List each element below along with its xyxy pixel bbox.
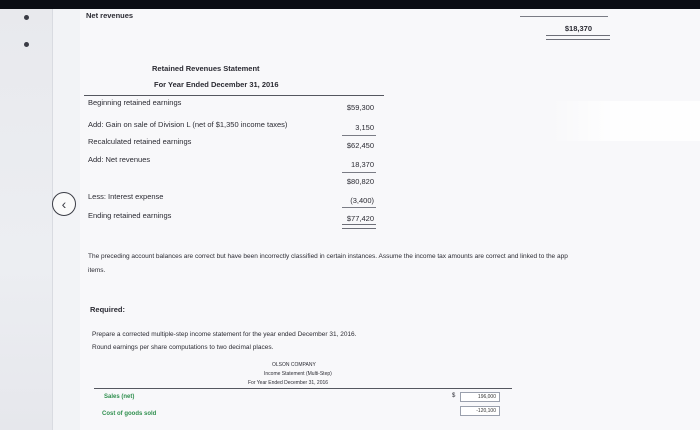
- instruction-text: Prepare a corrected multiple-step income statement for the year ended December 31, 2016.: [92, 331, 357, 338]
- main-content: [80, 9, 700, 430]
- note-text: items.: [88, 267, 106, 274]
- left-sidebar: [0, 9, 53, 430]
- screen-glare: [550, 101, 700, 141]
- statement-row-label: Ending retained earnings: [88, 211, 172, 220]
- income-statement-title: Income Statement (Multi-Step): [264, 371, 332, 377]
- total-double-underline: [342, 224, 376, 229]
- back-button[interactable]: [52, 192, 76, 216]
- net-revenues-label: Net revenues: [86, 11, 134, 20]
- nav-dot[interactable]: [24, 15, 29, 20]
- instruction-text: Round earnings per share computations to two decimal places.: [92, 344, 274, 351]
- statement-row-value: $77,420: [346, 214, 374, 223]
- income-statement-header-rule: [94, 388, 512, 389]
- statement-row-label: Recalculated retained earnings: [88, 137, 192, 146]
- chevron-left-icon: ‹: [61, 196, 67, 212]
- statement-row-label: Add: Net revenues: [88, 155, 151, 164]
- top-rule: [520, 16, 608, 17]
- income-statement-period: For Year Ended December 31, 2016: [248, 380, 329, 386]
- statement-subtitle: For Year Ended December 31, 2016: [154, 80, 279, 89]
- sales-net-label: Sales (net): [104, 394, 135, 400]
- subtotal-rule: [342, 172, 376, 173]
- statement-row-value: 3,150: [355, 123, 374, 132]
- cost-of-goods-sold-input[interactable]: -120,100: [460, 406, 500, 416]
- statement-row-value: (3,400): [350, 196, 374, 205]
- statement-title: Retained Revenues Statement: [152, 64, 260, 73]
- statement-row-value: $59,300: [346, 103, 374, 112]
- statement-row-label: Add: Gain on sale of Division L (net of $1,350 income taxes): [88, 120, 288, 129]
- nav-dot[interactable]: [24, 42, 29, 47]
- statement-row-label: Beginning retained earnings: [88, 98, 182, 107]
- statement-row-label: Less: Interest expense: [88, 192, 164, 201]
- top-bar: [0, 0, 700, 9]
- subtotal-rule: [342, 135, 376, 136]
- net-revenues-value: $18,370: [564, 24, 592, 33]
- currency-symbol: $: [452, 393, 456, 399]
- net-revenues-double-underline: [546, 35, 610, 40]
- statement-header-rule: [84, 95, 384, 96]
- cost-of-goods-sold-label: Cost of goods sold: [102, 411, 157, 417]
- statement-row-value: 18,370: [351, 160, 374, 169]
- statement-row-value: $80,820: [346, 177, 374, 186]
- sales-net-input[interactable]: 196,000: [460, 392, 500, 402]
- required-heading: Required:: [90, 305, 126, 314]
- company-name: OLSON COMPANY: [272, 362, 316, 368]
- statement-row-value: $62,450: [346, 141, 374, 150]
- note-text: The preceding account balances are correct but have been incorrectly classified in certain instances. Assume the income tax amounts are correct and linked to the app: [88, 253, 568, 260]
- subtotal-rule: [342, 207, 376, 208]
